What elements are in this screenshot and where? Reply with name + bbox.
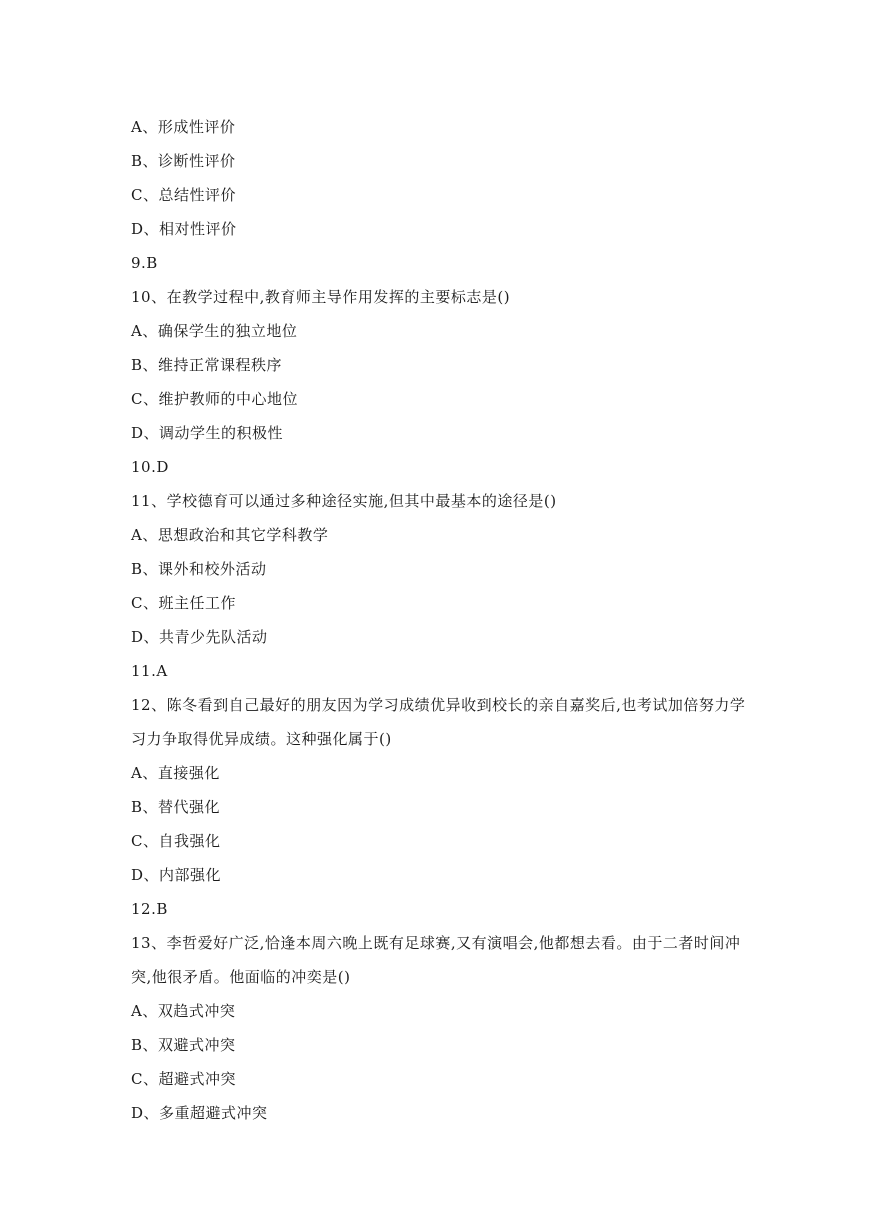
question-13-line-1: 13、李哲爱好广泛,恰逢本周六晚上既有足球赛,又有演唱会,他都想去看。由于二者时间冲 — [131, 934, 741, 952]
option-d: D、共青少先队活动 — [131, 628, 268, 646]
option-a: A、直接强化 — [131, 764, 220, 782]
answer: 9.B — [131, 254, 158, 272]
question-10: 10、在教学过程中,教育师主导作用发挥的主要标志是() — [131, 288, 511, 306]
option-d: D、调动学生的积极性 — [131, 424, 284, 442]
option-d: D、多重超避式冲突 — [131, 1104, 268, 1122]
option-c: C、超避式冲突 — [131, 1070, 236, 1088]
option-c: C、维护教师的中心地位 — [131, 390, 298, 408]
question-12-line-2: 习力争取得优异成绩。这种强化属于() — [131, 730, 392, 748]
option-c: C、自我强化 — [131, 832, 221, 850]
option-d: D、相对性评价 — [131, 220, 237, 238]
answer: 11.A — [131, 662, 168, 680]
option-a: A、双趋式冲突 — [131, 1002, 236, 1020]
answer: 10.D — [131, 458, 169, 476]
option-a: A、形成性评价 — [131, 118, 236, 136]
option-d: D、内部强化 — [131, 866, 222, 884]
document-page — [131, 110, 751, 1130]
question-11: 11、学校德育可以通过多种途径实施,但其中最基本的途径是() — [131, 492, 557, 510]
option-c: C、总结性评价 — [131, 186, 236, 204]
option-a: A、思想政治和其它学科教学 — [131, 526, 329, 544]
answer: 12.B — [131, 900, 168, 918]
question-13-line-2: 突,他很矛盾。他面临的冲奕是() — [131, 968, 351, 986]
question-12-line-1: 12、陈冬看到自己最好的朋友因为学习成绩优异收到校长的亲自嘉奖后,也考试加倍努力学 — [131, 696, 746, 714]
option-b: B、诊断性评价 — [131, 152, 236, 170]
option-c: C、班主任工作 — [131, 594, 236, 612]
option-b: B、双避式冲突 — [131, 1036, 236, 1054]
option-b: B、维持正常课程秩序 — [131, 356, 283, 374]
option-b: B、课外和校外活动 — [131, 560, 267, 578]
option-a: A、确保学生的独立地位 — [131, 322, 298, 340]
option-b: B、替代强化 — [131, 798, 221, 816]
